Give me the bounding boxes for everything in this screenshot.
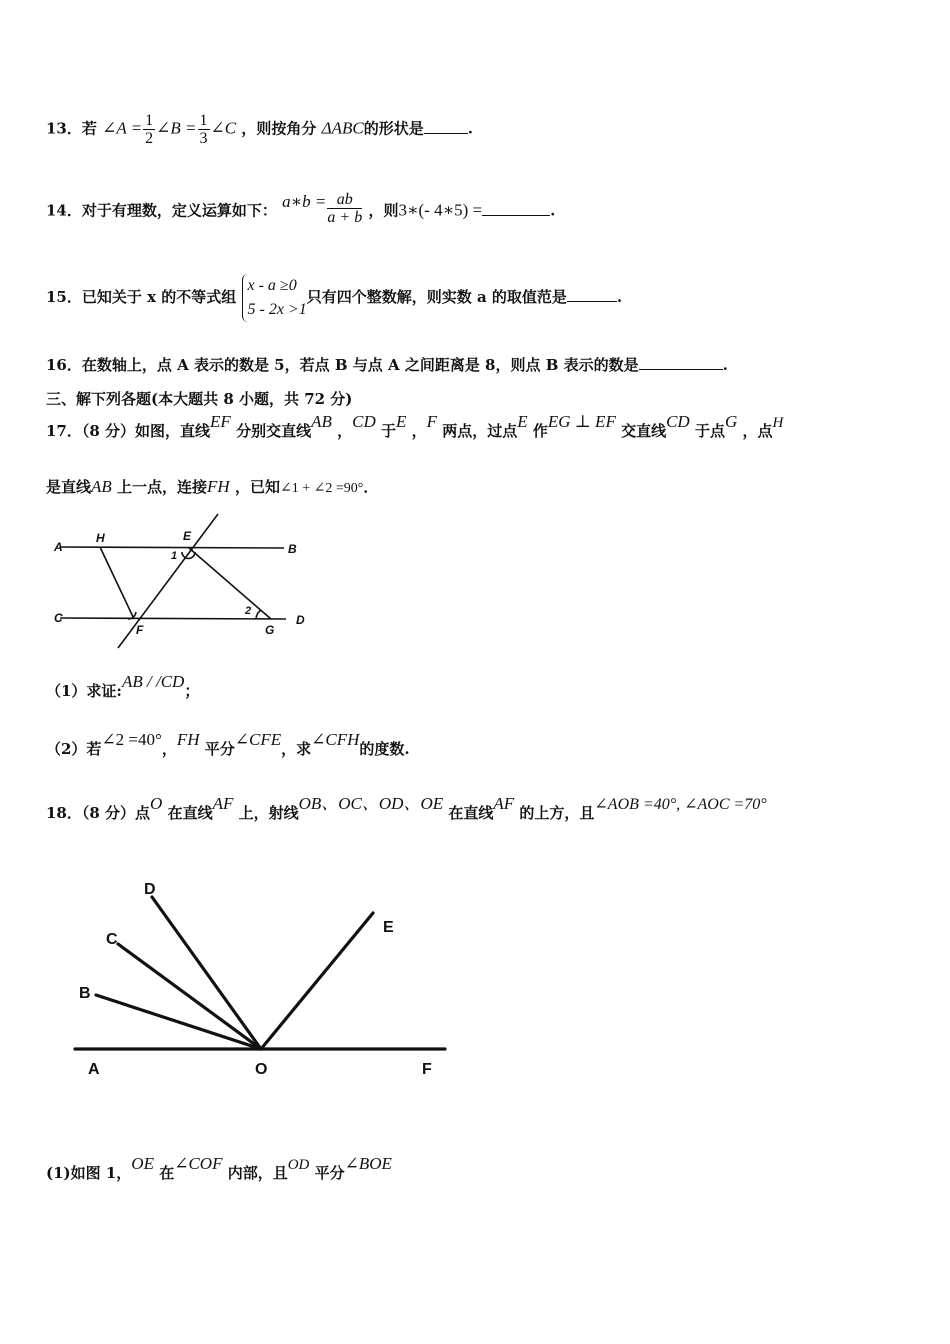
q17-fh: FH <box>207 477 230 496</box>
line-ab <box>60 547 284 548</box>
question-13 <box>46 112 473 147</box>
figure-parallel-lines <box>40 508 330 658</box>
q13-fraction-third: $\frac{1}{3}$ <box>199 112 208 147</box>
ray-ob <box>96 995 261 1049</box>
q17-ab-2: AB <box>91 477 112 496</box>
q17-text-8: ，点 <box>742 422 773 440</box>
q17-period: ． <box>363 478 379 496</box>
q13-triangle: ΔABC <box>321 118 364 138</box>
q17-cd: CD <box>352 412 376 431</box>
q15-text: 只有四个整数解，则实数 a 的取值范是 <box>306 288 567 306</box>
label-angle-1: 1 <box>171 550 178 562</box>
section-heading: 三、解下列各题(本大题共 8 小题，共 72 分) <box>46 390 353 408</box>
q18-text-3: 上，射线 <box>238 804 299 822</box>
q17-e-2: E <box>517 412 528 431</box>
q17-text-5: 作 <box>532 422 548 440</box>
q13-answer-blank <box>424 132 468 134</box>
ray-oe <box>261 913 373 1049</box>
q18-sub1-text-2: 内部，且 <box>227 1164 288 1182</box>
q17-text-2: 分别交直线 <box>236 422 312 440</box>
q15-period: . <box>616 288 623 306</box>
ray-oc <box>118 944 261 1049</box>
q17-g: G <box>724 412 738 431</box>
label-d: D <box>144 881 156 898</box>
q18-sub1-text-1: 在 <box>159 1164 175 1182</box>
q16-text: 16．在数轴上，点 A 表示的数是 5，若点 B 与点 A 之间距离是 8，则点 B 表示的数是 <box>46 356 639 374</box>
q17-h: H <box>772 415 784 431</box>
label-g: G <box>265 623 275 637</box>
q17-ab: AB <box>311 412 332 431</box>
question-18 <box>46 794 767 823</box>
q15-answer-blank <box>567 300 617 302</box>
q17-cd-2: CD <box>666 412 690 431</box>
q17-sub2-cfe: ∠CFE <box>234 730 282 749</box>
label-c: C <box>54 611 63 625</box>
q17-sub2-angle: ∠2 =40° <box>101 730 162 749</box>
label-b: B <box>79 985 91 1002</box>
q18-af-2: AF <box>493 794 515 813</box>
label-e: E <box>183 529 192 543</box>
q18-o: O <box>150 794 163 813</box>
q14-number: 14．对于有理数，定义运算如下： <box>46 201 277 220</box>
q18-sub1-boe: ∠BOE <box>344 1154 392 1173</box>
label-e: E <box>383 919 394 936</box>
q14-expression: 3∗(- 4∗5) = <box>398 200 483 220</box>
q14-period: . <box>550 201 556 220</box>
q17-comma-2: ， <box>411 422 427 440</box>
q17-sub1-semicolon: ； <box>184 682 200 700</box>
segment-hf <box>100 547 134 619</box>
question-15 <box>46 274 622 322</box>
q17-sub1-label: （1）求证: <box>46 682 122 700</box>
q17-text-6: 交直线 <box>621 422 667 440</box>
q17-sub2-cfh: ∠CFH <box>311 730 360 749</box>
q16-answer-blank <box>639 368 723 370</box>
question-17-line-2 <box>46 476 378 497</box>
q17-sub2-text-3: 的度数. <box>359 740 410 758</box>
question-17 <box>46 412 784 441</box>
q15-number: 15．已知关于 x 的不等式组 <box>46 288 237 306</box>
q17-sub2-comma: ， <box>161 740 177 758</box>
q17-text-10: 上一点，连接 <box>117 478 208 496</box>
q18-sub1-od: OD <box>287 1157 310 1173</box>
q18-subquestion-1 <box>46 1154 392 1183</box>
q13-angle-a: ∠A = <box>102 118 143 138</box>
label-a: A <box>54 540 63 554</box>
q18-text-1: 18．（8 分）点 <box>46 804 151 822</box>
q18-text-2: 在直线 <box>167 804 213 822</box>
q14-lhs: a∗b = <box>282 191 327 211</box>
q17-perpendicular: EG ⊥ EF <box>547 412 616 431</box>
q18-sub1-cof: ∠COF <box>174 1154 223 1173</box>
q17-comma-1: ， <box>337 422 353 440</box>
q17-subquestion-1 <box>46 672 200 701</box>
line-ef <box>118 514 218 648</box>
q18-text-5: 的上方，且 <box>519 804 595 822</box>
figure-rays <box>70 870 460 1085</box>
q13-fraction-half: $\frac{1}{2}$ <box>145 112 154 147</box>
q18-sub1-label: (1)如图 1， <box>46 1164 132 1182</box>
label-c: C <box>106 931 118 948</box>
q18-sub1-oe: OE <box>131 1154 154 1173</box>
q16-period: . <box>722 356 728 374</box>
q17-sub2-text-1: 平分 <box>204 740 235 758</box>
q14-text: ，则 <box>368 201 399 220</box>
label-f: F <box>136 623 144 637</box>
q17-text-3: 于 <box>380 422 396 440</box>
q13-tail: 的形状是 <box>363 119 424 138</box>
label-b: B <box>288 542 297 556</box>
q17-subquestion-2 <box>46 730 410 759</box>
q18-sub1-text-3: 平分 <box>314 1164 345 1182</box>
q13-number: 13．若 <box>46 119 97 138</box>
q13-angle-b: ∠B = <box>156 118 197 138</box>
label-d: D <box>296 613 305 627</box>
q17-condition: ∠1 + ∠2 =90° <box>279 481 364 496</box>
question-16 <box>46 354 728 375</box>
label-angle-2: 2 <box>245 605 252 617</box>
label-h: H <box>96 531 105 545</box>
q14-answer-blank <box>482 214 550 216</box>
q17-f: F <box>426 412 438 431</box>
q13-period: . <box>467 119 473 138</box>
line-cd <box>60 618 286 619</box>
q18-condition: ∠AOB =40°, ∠AOC =70° <box>594 796 767 813</box>
q15-inequality-system <box>242 274 307 322</box>
q17-sub2-text-2: ，求 <box>281 740 312 758</box>
q15-inequality-1: x - a ≥0 <box>247 277 297 294</box>
q17-sub1-expression: AB / /CD <box>121 672 185 691</box>
segment-eg <box>189 548 271 619</box>
q15-inequality-2: 5 - 2x >1 <box>247 301 307 318</box>
q14-fraction: $\frac{ab}{a + b}$ <box>327 191 363 226</box>
q17-text-11: ，已知 <box>234 478 280 496</box>
angle-2-arc <box>256 610 261 619</box>
q17-text-9: 是直线 <box>46 478 92 496</box>
q17-text-7: 于点 <box>694 422 725 440</box>
label-a: A <box>88 1061 100 1078</box>
q18-rays: OB、OC、OD、OE <box>298 794 444 813</box>
q13-text: ，则按角分 <box>241 119 317 138</box>
q17-text-1: 17．（8 分）如图，直线 <box>46 422 211 440</box>
q17-sub2-fh: FH <box>176 730 200 749</box>
q18-text-4: 在直线 <box>448 804 494 822</box>
q13-angle-c: ∠C <box>210 118 237 138</box>
label-o: O <box>255 1061 268 1078</box>
q17-sub2-label: （2）若 <box>46 740 102 758</box>
q17-e: E <box>395 412 407 431</box>
q17-ef: EF <box>210 412 231 431</box>
q18-af: AF <box>212 794 234 813</box>
ray-od <box>152 897 261 1049</box>
label-f: F <box>422 1061 432 1078</box>
question-14 <box>46 191 556 229</box>
q17-text-4: 两点，过点 <box>442 422 518 440</box>
